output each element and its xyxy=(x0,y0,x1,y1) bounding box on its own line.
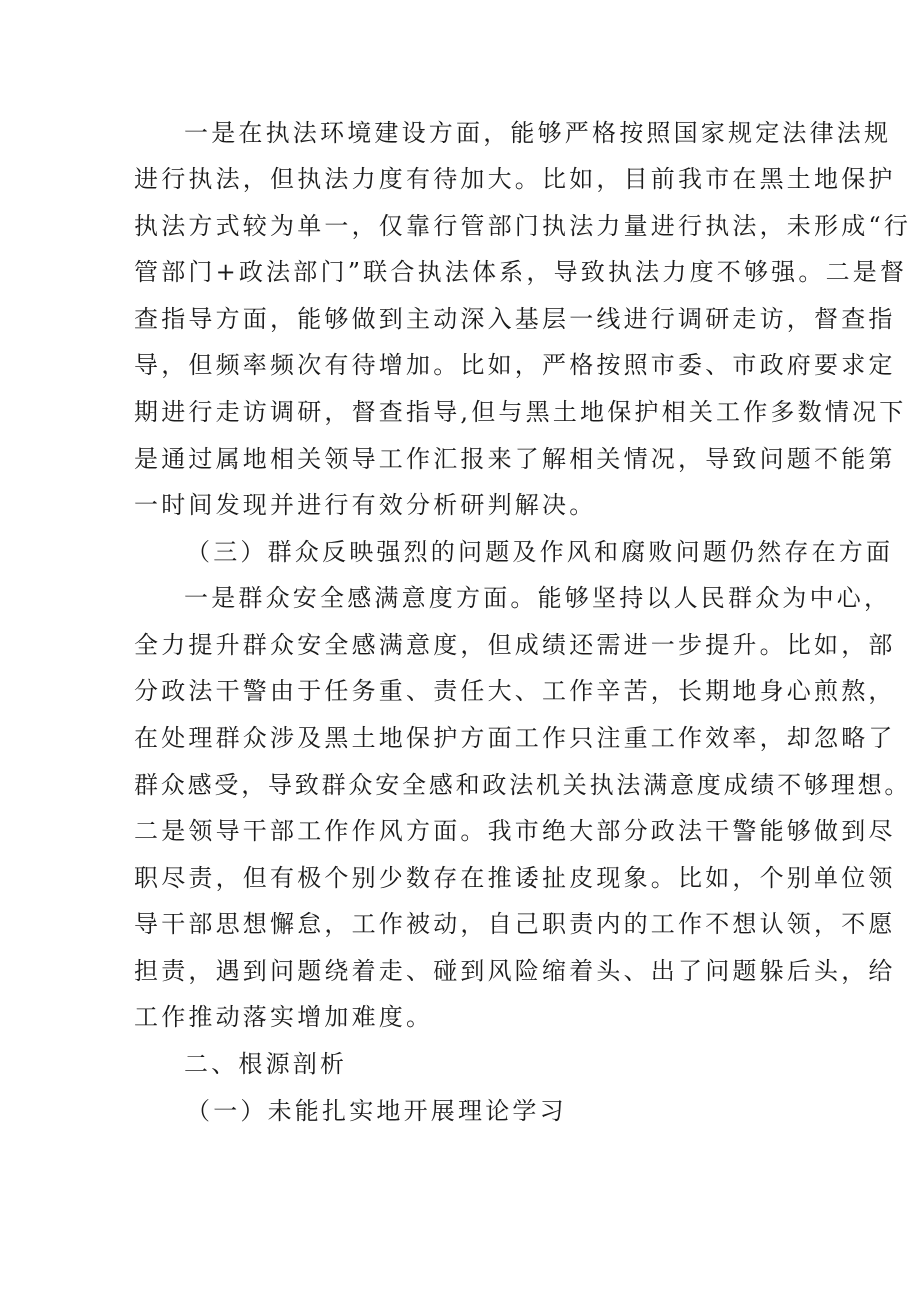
paragraph-2-line-6: 二是领导干部工作作风方面。我市绝大部分政法干警能够做到尽 xyxy=(134,817,896,845)
paragraph-1-line-8: 是通过属地相关领导工作汇报来了解相关情况，导致问题不能第 xyxy=(134,445,896,473)
paragraph-2-line-4: 在处理群众涉及黑土地保护方面工作只注重工作效率，却忽略了 xyxy=(134,724,896,752)
subsection-heading-1: （一）未能扎实地开展理论学习 xyxy=(186,1097,567,1125)
paragraph-1-line-6: 导，但频率频次有待增加。比如，严格按照市委、市政府要求定 xyxy=(134,351,896,379)
paragraph-2-line-1: 一是群众安全感满意度方面。能够坚持以人民群众为中心， xyxy=(184,584,892,612)
section-heading-3: （三）群众反映强烈的问题及作风和腐败问题仍然存在方面 xyxy=(186,538,894,566)
paragraph-1-line-1: 一是在执法环境建设方面，能够严格按照国家规定法律法规 xyxy=(184,119,892,147)
paragraph-2-line-8: 导干部思想懈怠，工作被动，自己职责内的工作不想认领，不愿 xyxy=(134,910,896,938)
paragraph-1-line-9: 一时间发现并进行有效分析研判解决。 xyxy=(134,491,597,519)
paragraph-2-line-7: 职尽责，但有极个别少数存在推诿扯皮现象。比如，个别单位领 xyxy=(134,864,896,892)
paragraph-1-line-7: 期进行走访调研，督查指导,但与黑土地保护相关工作多数情况下 xyxy=(134,398,907,426)
paragraph-2-line-5: 群众感受，导致群众安全感和政法机关执法满意度成绩不够理想。 xyxy=(134,771,912,799)
paragraph-2-line-3: 分政法干警由于任务重、责任大、工作辛苦，长期地身心煎熬， xyxy=(134,677,896,705)
paragraph-2-line-9: 担责，遇到问题绕着走、碰到风险缩着头、出了问题躲后头，给 xyxy=(134,957,896,985)
paragraph-1-line-3: 执法方式较为单一，仅靠行管部门执法力量进行执法，未形成“行 xyxy=(134,212,912,240)
paragraph-1-line-2: 进行执法，但执法力度有待加大。比如，目前我市在黑土地保护 xyxy=(134,165,896,193)
section-heading-root-cause: 二、根源剖析 xyxy=(184,1050,348,1078)
paragraph-2-line-2: 全力提升群众安全感满意度，但成绩还需进一步提升。比如，部 xyxy=(134,631,896,659)
paragraph-1-line-4: 管部门+政法部门”联合执法体系，导致执法力度不够强。二是督 xyxy=(134,258,908,286)
paragraph-2-line-10: 工作推动落实增加难度。 xyxy=(134,1003,434,1031)
paragraph-1-line-5: 查指导方面，能够做到主动深入基层一线进行调研走访，督查指 xyxy=(134,305,896,333)
